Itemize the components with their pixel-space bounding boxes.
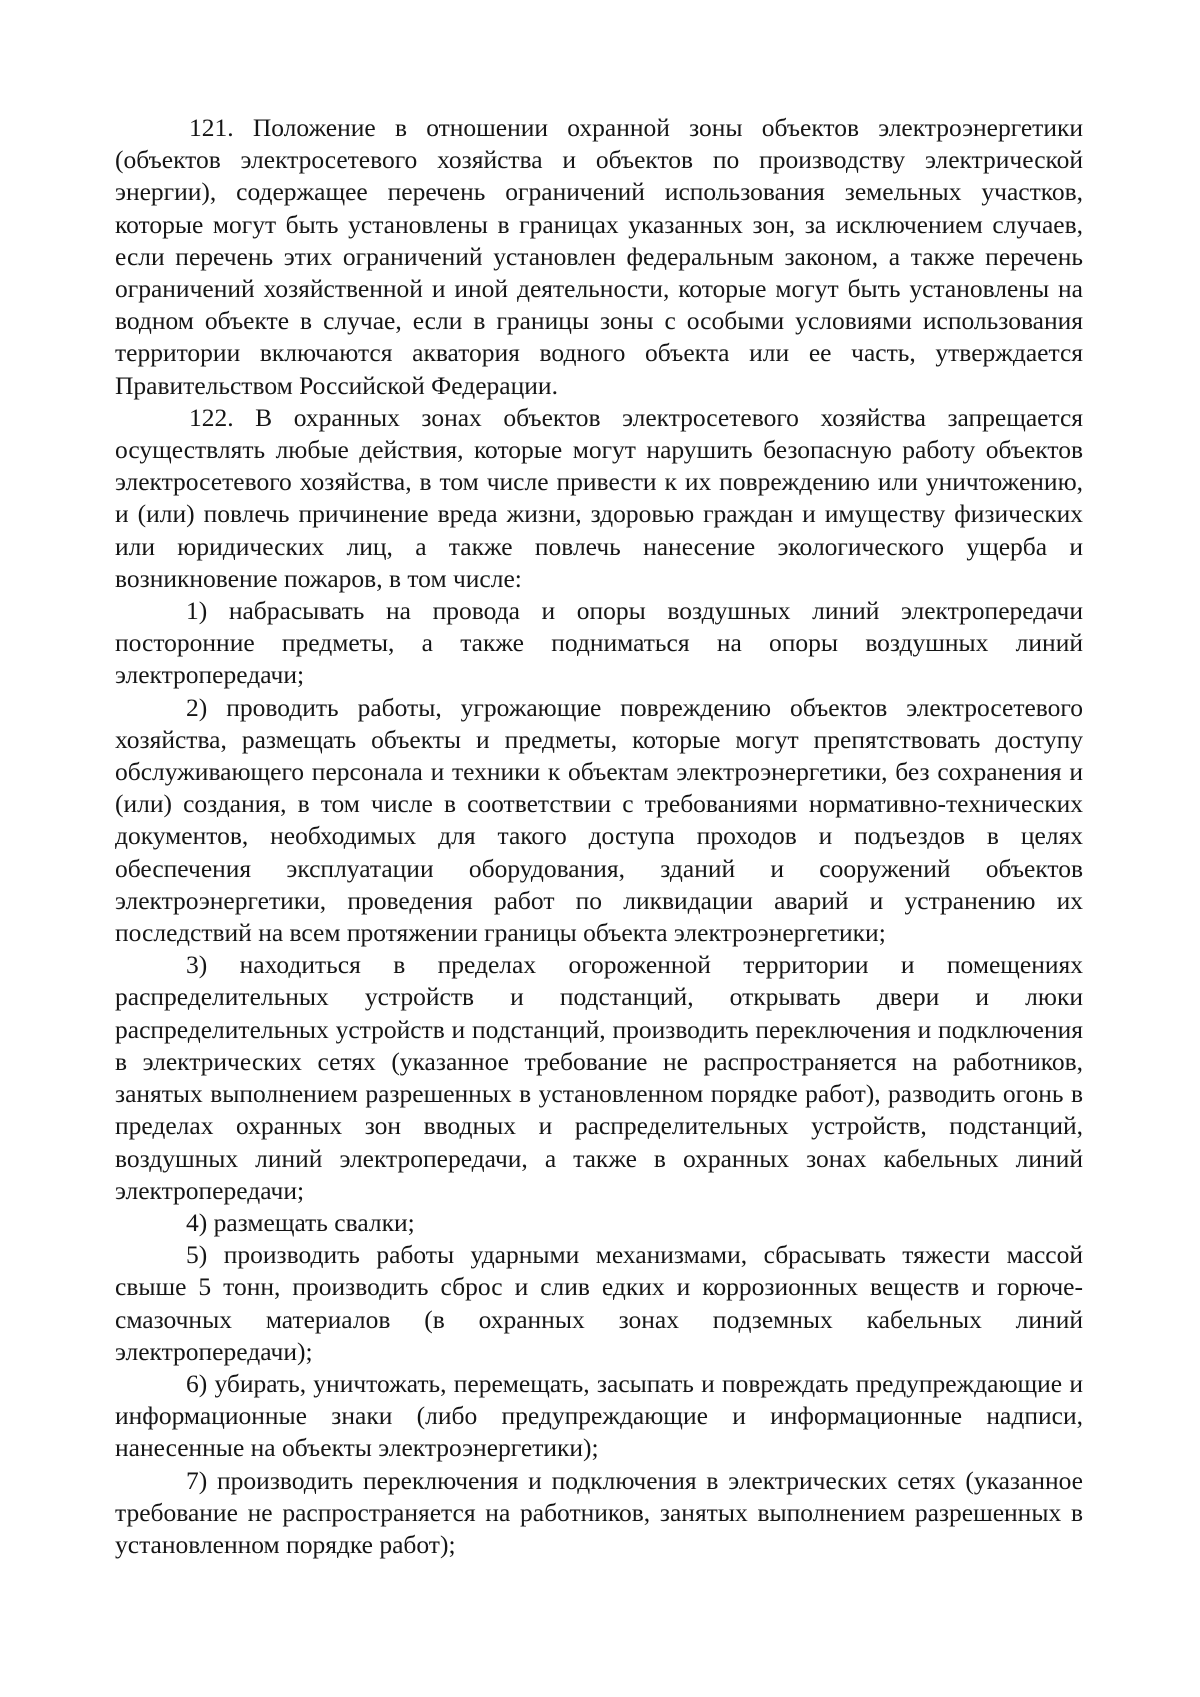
document-page [115, 112, 1083, 1561]
list-item-2: 2) проводить работы, угрожающие повреждению объектов электросетевого хозяйства, размещать объекты и предметы, которые могут препятствовать доступу обслуживающего персонала и техники к объектам электроэнергетики, без сохранения и (или) создания, в том числе в соответствии с требованиями нормативно-технических документов, необходимых для такого доступа проходов и подъездов в целях обеспечения эксплуатации оборудования, зданий и сооружений объектов электроэнергетики, проведения работ по ликвидации аварий и устранению их последствий на всем протяжении границы объекта электроэнергетики; [115, 692, 1083, 948]
paragraph-122: 122. В охранных зонах объектов электросетевого хозяйства запрещается осуществлять любые действия, которые могут нарушить безопасную работу объектов электросетевого хозяйства, в том числе привести к их повреждению или уничтожению, и (или) повлечь причинение вреда жизни, здоровью граждан и имуществу физических или юридических лиц, а также повлечь нанесение экологического ущерба и возникновение пожаров, в том числе: [115, 402, 1083, 593]
paragraph-121: 121. Положение в отношении охранной зоны объектов электроэнергетики (объектов электросетевого хозяйства и объектов по производству электрической энергии), содержащее перечень ограничений использования земельных участков, которые могут быть установлены в границах указанных зон, за исключением случаев, если перечень этих ограничений установлен федеральным законом, а также перечень ограничений хозяйственной и иной деятельности, которые могут быть установлены на водном объекте в случае, если в границы зоны с особыми условиями использования территории включаются акватория водного объекта или ее часть, утверждается Правительством Российской Федерации. [115, 113, 1083, 400]
list-item-4: 4) размещать свалки; [186, 1207, 415, 1237]
list-item-5: 5) производить работы ударными механизмами, сбрасывать тяжести массой свыше 5 тонн, производить сброс и слив едких и коррозионных веществ и горюче-смазочных материалов (в охранных зонах подземных кабельных линий электропередачи); [115, 1240, 1083, 1366]
list-item-1: 1) набрасывать на провода и опоры воздушных линий электропередачи посторонние предметы, а также подниматься на опоры воздушных линий электропередачи; [115, 596, 1083, 690]
list-item-7: 7) производить переключения и подключения в электрических сетях (указанное требование не распространяется на работников, занятых выполнением разрешенных в установленном порядке работ); [115, 1465, 1083, 1559]
list-item-3: 3) находиться в пределах огороженной территории и помещениях распределительных устройств и подстанций, открывать двери и люки распределительных устройств и подстанций, производить переключения и подключения в электрических сетях (указанное требование не распространяется на работников, занятых выполнением разрешенных в установленном порядке работ), разводить огонь в пределах охранных зон вводных и распределительных устройств, подстанций, воздушных линий электропередачи, а также в охранных зонах кабельных линий электропередачи; [115, 950, 1083, 1205]
list-item-6: 6) убирать, уничтожать, перемещать, засыпать и повреждать предупреждающие и информационные знаки (либо предупреждающие и информационные надписи, нанесенные на объекты электроэнергетики); [115, 1368, 1083, 1463]
